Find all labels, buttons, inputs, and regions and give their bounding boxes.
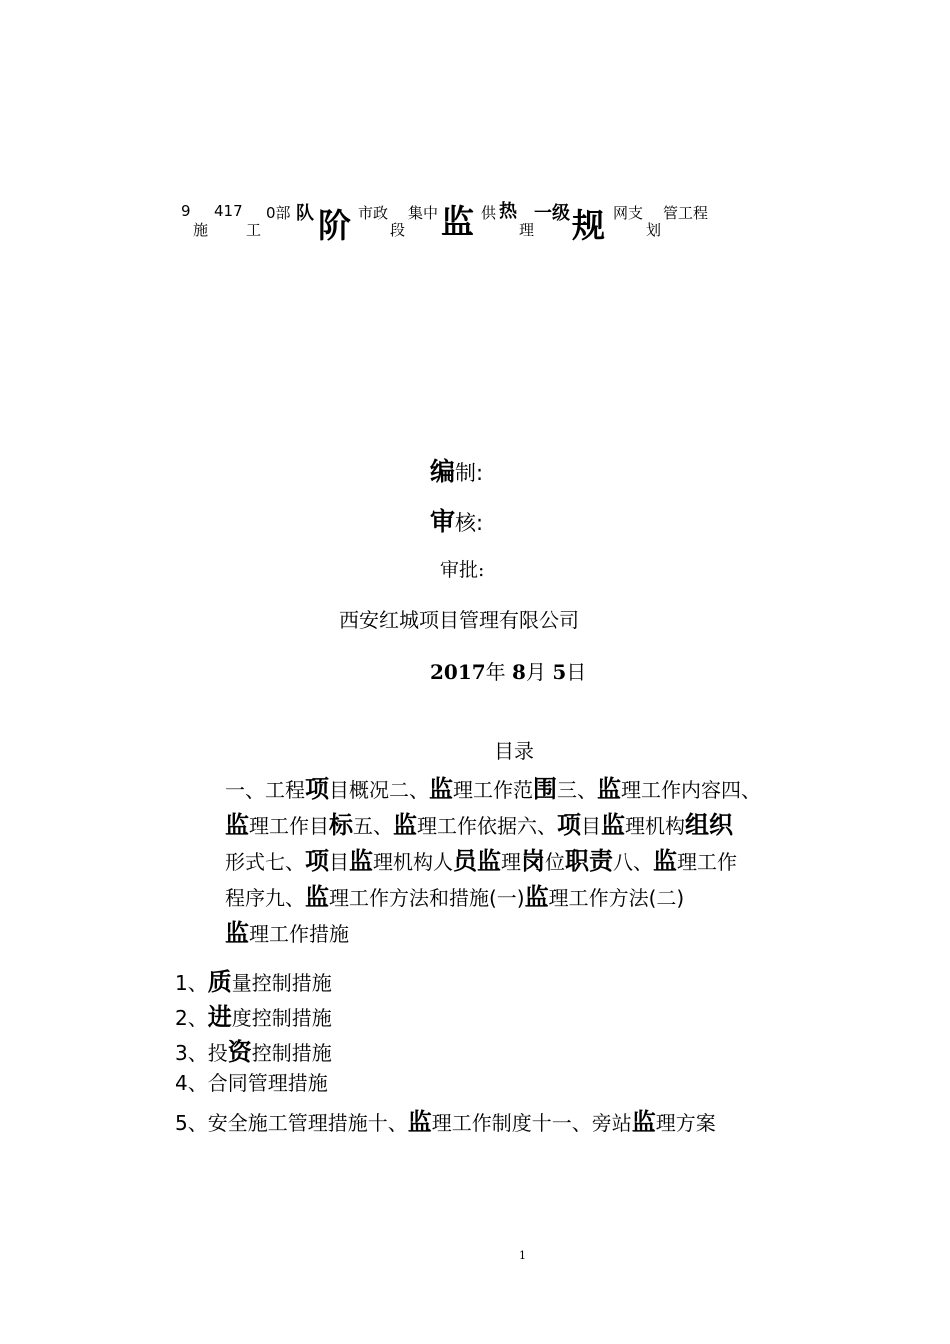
toc-keyword: 监	[601, 811, 625, 839]
toc-text: 3、投	[175, 1041, 228, 1065]
toc-heading: 目录	[494, 739, 534, 763]
toc-line	[225, 808, 825, 844]
toc-keyword: 监	[597, 775, 621, 803]
toc-item	[175, 1102, 716, 1137]
toc-text: 程序九、	[225, 886, 305, 910]
toc-keyword: 进	[207, 1003, 232, 1031]
toc-keyword: 监	[407, 1108, 432, 1136]
title-fragment: 施	[193, 221, 209, 239]
toc-text: 量控制措施	[231, 971, 332, 995]
toc-item	[175, 1067, 328, 1096]
toc-text: 理工作制度十一、旁站	[431, 1111, 632, 1135]
toc-item	[175, 1032, 332, 1067]
toc-text: 目	[329, 850, 349, 874]
toc-keyword: 监	[653, 847, 677, 875]
toc-keyword: 监	[305, 883, 329, 911]
toc-keyword: 监	[477, 847, 501, 875]
title-fragment: 划	[646, 221, 662, 239]
toc-text: 理	[501, 850, 521, 874]
toc-keyword: 监	[225, 811, 249, 839]
toc-text: 控制措施	[251, 1041, 332, 1065]
title-fragment: 规	[572, 206, 605, 245]
title-fragment: 一级	[534, 203, 570, 224]
title-fragment: 管工程	[663, 204, 709, 222]
title-fragment: 队	[296, 203, 314, 224]
title-fragment: 集中	[408, 204, 439, 222]
title-fragment: 供	[481, 204, 497, 222]
toc-text: 度控制措施	[231, 1006, 332, 1030]
toc-keyword: 监	[225, 919, 249, 947]
toc-keyword: 监	[393, 811, 417, 839]
toc-text: 5、安全施工管理措施十、	[175, 1111, 408, 1135]
toc-line	[225, 880, 825, 916]
toc-keyword: 质	[207, 968, 232, 996]
toc-text: 理工作方法和措施(一)	[329, 886, 525, 910]
title-fragment: 理	[519, 221, 535, 239]
title-fragment: 网支	[613, 204, 644, 222]
toc-text: 理工作内容四、	[621, 778, 761, 802]
company-name: 西安红城项目管理有限公司	[339, 608, 579, 632]
toc-keyword: 职责	[565, 847, 613, 875]
document-date: 2017年 8月 5日	[430, 660, 587, 684]
toc-text: 理工作措施	[249, 922, 349, 946]
toc-keyword: 项	[305, 847, 329, 875]
toc-text: 理机构	[625, 814, 685, 838]
toc-text: 八、	[613, 850, 653, 874]
toc-text: 理方案	[655, 1111, 716, 1135]
toc-text: 理工作目	[249, 814, 329, 838]
toc-text: 位	[545, 850, 565, 874]
toc-text: 理工作依据六、	[417, 814, 557, 838]
toc-text: 形式七、	[225, 850, 305, 874]
toc-text: 目概况二、	[329, 778, 429, 802]
toc-keyword: 监	[349, 847, 373, 875]
page-number: 1	[519, 1249, 526, 1262]
toc-text: 理机构人	[373, 850, 453, 874]
title-fragment: 段	[390, 221, 406, 239]
toc-text: 1、	[175, 971, 208, 995]
toc-text: 五、	[353, 814, 393, 838]
compiler-line: 编制:	[430, 457, 484, 486]
toc-text: 三、	[557, 778, 597, 802]
toc-text: 理工作范	[453, 778, 533, 802]
toc-keyword: 围	[533, 775, 557, 803]
title-fragment: 监	[441, 202, 474, 241]
toc-keyword: 员	[453, 847, 477, 875]
reviewer-line: 审核:	[430, 507, 484, 536]
toc-keyword: 监	[524, 883, 549, 911]
toc-text: 4、合同管理措施	[175, 1071, 328, 1095]
toc-keyword: 项	[305, 775, 329, 803]
toc-text: 理工作	[677, 850, 737, 874]
title-fragment: 阶	[318, 206, 351, 245]
toc-keyword: 项	[557, 811, 581, 839]
toc-line	[225, 772, 825, 808]
toc-line	[225, 916, 825, 952]
toc-item	[175, 997, 332, 1032]
title-fragment: 417	[214, 202, 243, 220]
toc-keyword: 标	[329, 811, 353, 839]
title-fragment: 9	[181, 202, 191, 220]
toc-item	[175, 962, 332, 997]
toc-paragraph	[225, 772, 825, 952]
toc-keyword: 岗	[521, 847, 545, 875]
toc-text: 2、	[175, 1006, 208, 1030]
title-fragment: 0部	[266, 204, 291, 222]
title-fragment: 热	[499, 201, 517, 222]
title-fragment: 市政	[358, 204, 389, 222]
document-title	[0, 0, 950, 260]
toc-text: 一、工程	[225, 778, 305, 802]
toc-text: 目	[581, 814, 601, 838]
toc-keyword: 监	[631, 1108, 656, 1136]
toc-keyword: 组织	[685, 811, 733, 839]
approver-line: 审批:	[440, 559, 485, 581]
toc-keyword: 监	[429, 775, 453, 803]
toc-line	[225, 844, 825, 880]
toc-keyword: 资	[227, 1038, 252, 1066]
title-fragment: 工	[246, 221, 262, 239]
toc-text: 理工作方法(二)	[548, 886, 685, 910]
